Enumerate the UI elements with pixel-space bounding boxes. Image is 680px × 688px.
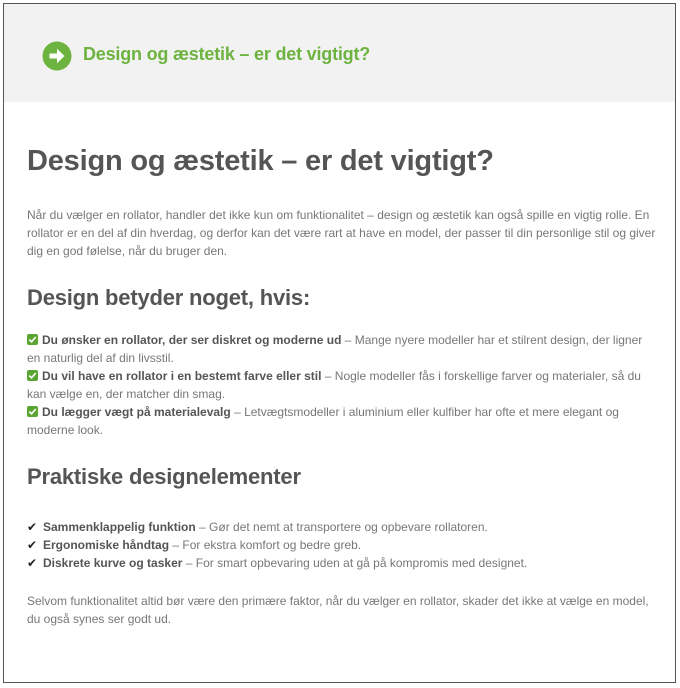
item-bold: Du ønsker en rollator, der ser diskret og moderne ud [42,333,342,348]
checkmark-icon: ✔ [27,537,38,552]
section-heading-practical: Praktiske designelementer [27,464,301,490]
item-bold: Sammenklappelig funktion [43,519,196,534]
check-box-icon [27,334,38,345]
intro-paragraph: Når du vælger en rollator, handler det ikke kun om funktionalitet – design og æstetik kan også spille en vigtig rolle. En rollator er en del af din hverdag, og derfor kan det være rart at have en model, der passer til din personlige stil og giver dig en god følelse, når du bruger den. [27,207,656,258]
list-item [27,554,657,572]
item-bold: Du vil have en rollator i en bestemt farve eller stil [42,369,322,384]
item-text: – For ekstra komfort og bedre greb. [169,537,362,552]
item-bold: Ergonomiske håndtag [43,537,170,552]
check-box-icon [27,406,38,417]
list-item [27,536,657,554]
check-box-icon [27,370,38,381]
item-bold: Diskrete kurve og tasker [43,555,183,570]
content-frame [3,3,676,683]
item-text: – Nogle modeller fås i forskellige farver og materialer, så du kan vælge en, der matcher din smag. [27,369,641,402]
list-item [27,367,657,403]
list-item [27,518,657,536]
accordion-header[interactable] [4,4,675,102]
accordion-title[interactable]: Design og æstetik – er det vigtigt? [83,44,371,64]
checkmark-icon: ✔ [27,555,38,570]
item-text: – Letvægtsmodeller i aluminium eller kulfiber har ofte et mere elegant og moderne look. [27,405,619,438]
article-content [27,144,657,628]
list-item [27,331,657,367]
item-text: – For smart opbevaring uden at gå på kompromis med designet. [182,555,528,570]
section-heading-design: Design betyder noget, hvis: [27,284,311,310]
article-heading: Design og æstetik – er det vigtigt? [27,145,494,177]
checkmark-icon: ✔ [27,519,38,534]
outro-paragraph: Selvom funktionalitet altid bør være den primære faktor, når du vælger en rollator, skader det ikke at vælge en model, du også synes ser godt ud. [27,593,649,626]
design-checklist [27,331,657,439]
item-text: – Gør det nemt at transportere og opbevare rollatoren. [195,519,488,534]
arrow-right-circle-icon [42,41,72,71]
practical-list [27,518,657,572]
item-text: – Mange nyere modeller har et stilrent design, der ligner en naturlig del af din livsstil. [27,333,643,366]
list-item [27,403,657,439]
item-bold: Du lægger vægt på materialevalg [42,405,231,420]
